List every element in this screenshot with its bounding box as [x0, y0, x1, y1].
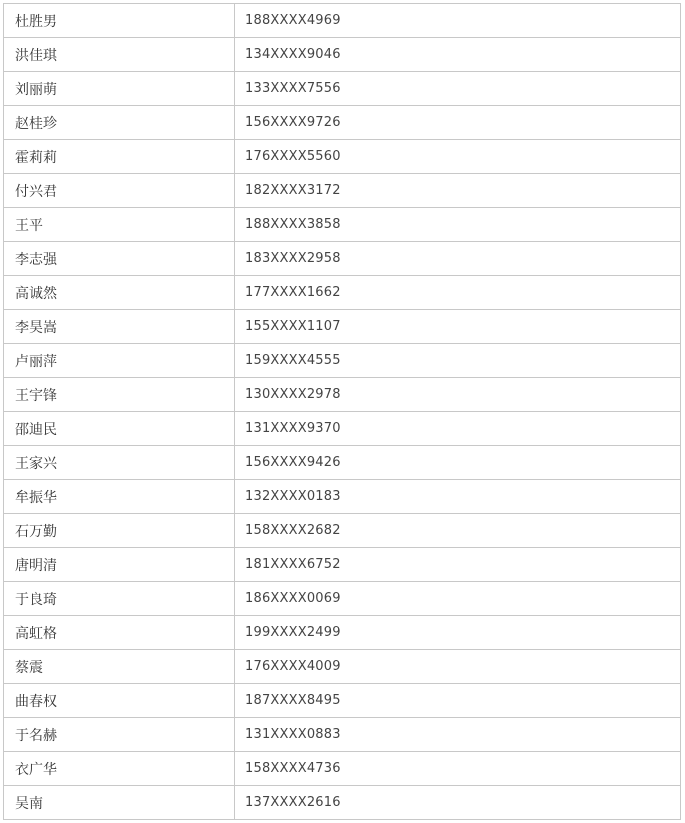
name-cell: 邵迪民 [4, 412, 235, 446]
phone-cell: 188XXXX3858 [235, 208, 681, 242]
table-row [4, 72, 681, 106]
phone-cell: 199XXXX2499 [235, 616, 681, 650]
table-row [4, 106, 681, 140]
name-cell: 于良琦 [4, 582, 235, 616]
table-row [4, 650, 681, 684]
phone-cell: 137XXXX2616 [235, 786, 681, 820]
phone-cell: 132XXXX0183 [235, 480, 681, 514]
table-row [4, 480, 681, 514]
phone-cell: 188XXXX4969 [235, 4, 681, 38]
name-cell: 吴南 [4, 786, 235, 820]
phone-cell: 133XXXX7556 [235, 72, 681, 106]
table-row [4, 38, 681, 72]
name-cell: 高诚然 [4, 276, 235, 310]
table-row [4, 4, 681, 38]
table-row [4, 242, 681, 276]
table-row [4, 684, 681, 718]
name-cell: 李昊嵩 [4, 310, 235, 344]
name-cell: 王宇锋 [4, 378, 235, 412]
name-cell: 王平 [4, 208, 235, 242]
name-cell: 赵桂珍 [4, 106, 235, 140]
phone-cell: 186XXXX0069 [235, 582, 681, 616]
phone-cell: 155XXXX1107 [235, 310, 681, 344]
name-cell: 衣广华 [4, 752, 235, 786]
name-cell: 卢丽萍 [4, 344, 235, 378]
name-cell: 高虹格 [4, 616, 235, 650]
phone-cell: 130XXXX2978 [235, 378, 681, 412]
name-cell: 李志强 [4, 242, 235, 276]
table-row [4, 310, 681, 344]
table-row [4, 344, 681, 378]
phone-cell: 131XXXX9370 [235, 412, 681, 446]
phone-cell: 187XXXX8495 [235, 684, 681, 718]
phone-cell: 131XXXX0883 [235, 718, 681, 752]
phone-cell: 156XXXX9426 [235, 446, 681, 480]
table-row [4, 446, 681, 480]
phone-cell: 181XXXX6752 [235, 548, 681, 582]
phone-cell: 134XXXX9046 [235, 38, 681, 72]
table-row [4, 208, 681, 242]
name-cell: 石万勤 [4, 514, 235, 548]
name-cell: 杜胜男 [4, 4, 235, 38]
phone-cell: 183XXXX2958 [235, 242, 681, 276]
phone-cell: 177XXXX1662 [235, 276, 681, 310]
phone-cell: 156XXXX9726 [235, 106, 681, 140]
name-cell: 洪佳琪 [4, 38, 235, 72]
name-cell: 唐明清 [4, 548, 235, 582]
phone-cell: 182XXXX3172 [235, 174, 681, 208]
table-row [4, 616, 681, 650]
table-row [4, 174, 681, 208]
contact-table-body [4, 4, 681, 820]
contact-table-container [3, 3, 681, 820]
table-row [4, 276, 681, 310]
name-cell: 王家兴 [4, 446, 235, 480]
phone-cell: 176XXXX5560 [235, 140, 681, 174]
table-row [4, 140, 681, 174]
name-cell: 刘丽萌 [4, 72, 235, 106]
table-row [4, 582, 681, 616]
phone-cell: 158XXXX4736 [235, 752, 681, 786]
table-row [4, 548, 681, 582]
contact-table [3, 3, 681, 820]
table-row [4, 412, 681, 446]
name-cell: 蔡震 [4, 650, 235, 684]
phone-cell: 176XXXX4009 [235, 650, 681, 684]
table-row [4, 752, 681, 786]
name-cell: 牟振华 [4, 480, 235, 514]
name-cell: 于名赫 [4, 718, 235, 752]
table-row [4, 514, 681, 548]
name-cell: 曲春权 [4, 684, 235, 718]
name-cell: 付兴君 [4, 174, 235, 208]
table-row [4, 718, 681, 752]
table-row [4, 378, 681, 412]
table-row [4, 786, 681, 820]
name-cell: 霍莉莉 [4, 140, 235, 174]
phone-cell: 158XXXX2682 [235, 514, 681, 548]
phone-cell: 159XXXX4555 [235, 344, 681, 378]
